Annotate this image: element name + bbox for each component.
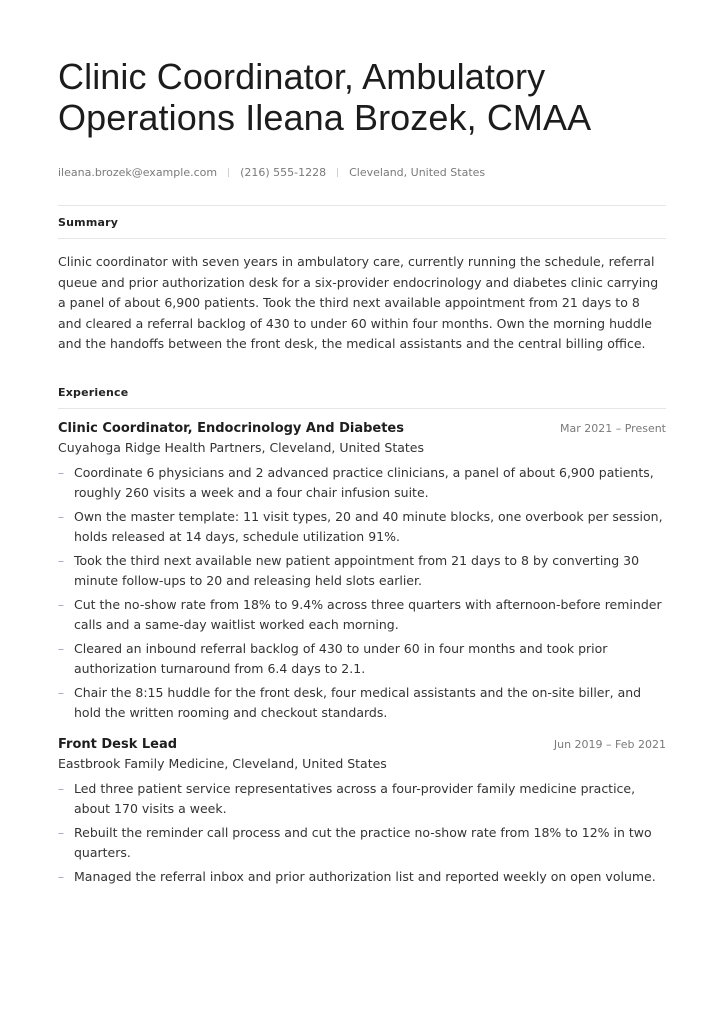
summary-text: Clinic coordinator with seven years in ambulatory care, currently running the schedule, referral queue and prior authorization desk for a six-provider endocrinology and diabetes clinic carrying a panel of about 6,900 patients. Took the third next available appointment from 21 days to 8 and cleared a referral backlog of 430 to under 60 within four months. Own the morning huddle and the handoffs between the front desk, the medical assistants and the central billing office. — [58, 254, 659, 351]
dash-icon: – — [58, 509, 64, 524]
section-heading-summary: Summary — [58, 216, 119, 229]
divider — [58, 238, 666, 239]
dash-icon: – — [58, 869, 64, 884]
job-bullets — [58, 779, 666, 887]
dash-icon: – — [58, 465, 64, 480]
job-dates: Mar 2021 – Present — [559, 421, 666, 435]
contact-separator — [337, 168, 338, 177]
contact-line — [58, 164, 666, 180]
bullet-item: – Cut the no-show rate from 18% to 9.4% across three quarters with afternoon-before reminder calls and a same-day waitlist worked each morning. — [58, 596, 662, 632]
dash-icon: – — [58, 781, 64, 796]
bullet-item: – Own the master template: 11 visit types, 20 and 40 minute blocks, one overbook per session, holds released at 14 days, schedule utilization 91%. — [58, 508, 663, 544]
dash-icon: – — [58, 641, 64, 656]
bullet-item: – Coordinate 6 physicians and 2 advanced practice clinicians, a panel of about 6,900 patients, roughly 260 visits a week and a four chair infusion suite. — [58, 464, 654, 500]
resume-title: Clinic Coordinator, Ambulatory Operations Ileana Brozek, CMAA — [58, 56, 592, 138]
email-link[interactable]: ileana.brozek@example.com — [58, 165, 218, 179]
bullet-item: – Took the third next available new patient appointment from 21 days to 8 by converting 30 minute follow-ups to 20 and releasing held slots earlier. — [58, 552, 640, 588]
job-entry — [58, 737, 666, 887]
phone-number: (216) 555-1228 — [240, 165, 327, 179]
dash-icon: – — [58, 597, 64, 612]
bullet-item: – Managed the referral inbox and prior authorization list and reported weekly on open volume. — [58, 867, 666, 887]
location: Cleveland, United States — [349, 165, 486, 179]
bullet-item: – Chair the 8:15 huddle for the front desk, four medical assistants and the on-site biller, and hold the written rooming and checkout standards. — [58, 684, 642, 720]
job-title: Clinic Coordinator, Endocrinology And Diabetes — [58, 420, 404, 436]
divider — [58, 408, 666, 409]
job-dates: Jun 2019 – Feb 2021 — [553, 737, 666, 751]
summary-section — [58, 206, 666, 355]
section-heading-experience: Experience — [58, 385, 129, 399]
job-entry — [58, 421, 666, 723]
bullet-item: – Led three patient service representatives across a four-provider family medicine practice, about 170 visits a week. — [58, 780, 636, 816]
contact-separator — [228, 168, 229, 177]
bullet-item: – Cleared an inbound referral backlog of 430 to under 60 in four months and took prior authorization turnaround from 6.4 days to 2.1. — [58, 640, 608, 676]
job-title: Front Desk Lead — [58, 736, 178, 752]
resume-page — [58, 56, 666, 891]
dash-icon: – — [58, 685, 64, 700]
bullet-item: – Rebuilt the reminder call process and cut the practice no-show rate from 18% to 12% in two quarters. — [58, 824, 652, 860]
dash-icon: – — [58, 553, 64, 568]
job-company: Eastbrook Family Medicine, Cleveland, United States — [58, 755, 387, 771]
experience-section — [58, 376, 666, 887]
job-bullets — [58, 463, 666, 723]
job-company: Cuyahoga Ridge Health Partners, Cleveland, United States — [58, 439, 425, 455]
dash-icon: – — [58, 825, 64, 840]
